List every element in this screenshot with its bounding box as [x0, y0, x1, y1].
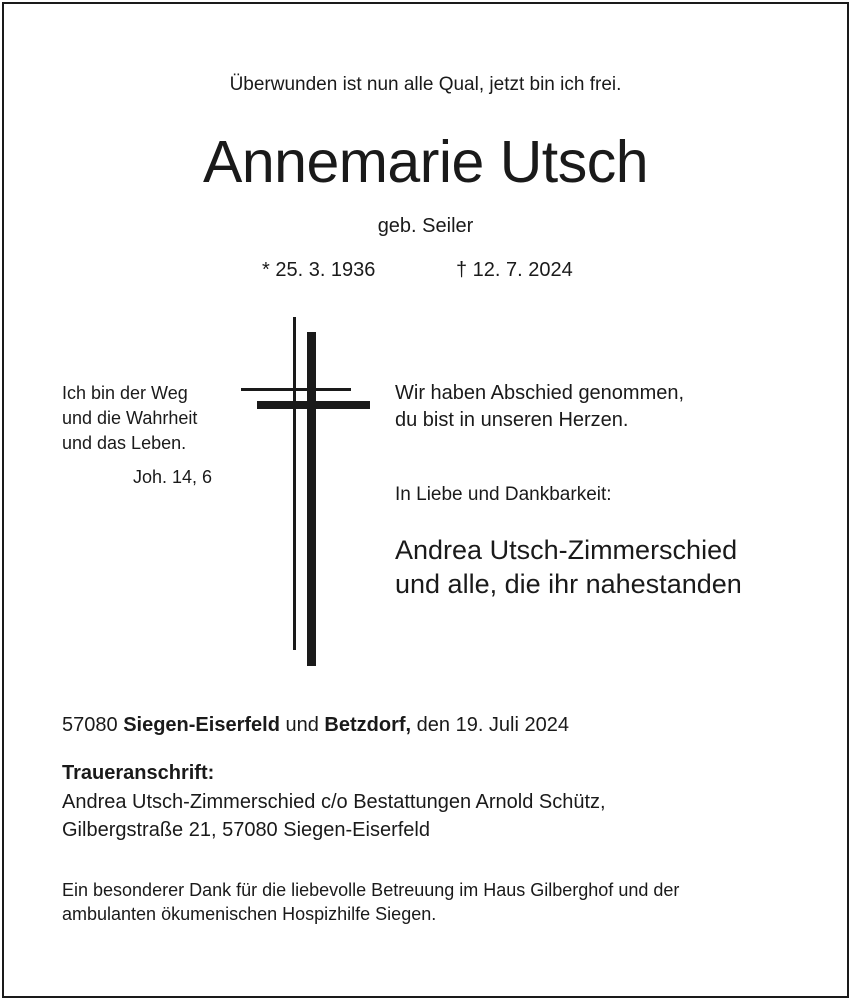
deceased-name: Annemarie Utsch	[202, 129, 649, 195]
farewell-line: du bist in unseren Herzen.	[395, 409, 629, 431]
thanks-line: ambulanten ökumenischen Hospizhilfe Siegen.	[62, 904, 437, 924]
birth-date: * 25. 3. 1936	[262, 259, 376, 281]
address-line: Andrea Utsch-Zimmerschied c/o Bestattungen Arnold Schütz,	[62, 791, 606, 813]
bible-quote	[62, 381, 197, 456]
mourners	[395, 533, 742, 601]
farewell-text	[395, 380, 684, 434]
quote-reference: Joh. 14, 6	[133, 467, 213, 487]
zip-code: 57080	[62, 714, 118, 736]
farewell-line: Wir haben Abschied genommen,	[395, 382, 685, 404]
place-and-date	[62, 714, 569, 737]
thanks-line: Ein besonderer Dank für die liebevolle Betreuung im Haus Gilberghof und der	[62, 880, 680, 900]
mourner-line: und alle, die ihr nahestanden	[395, 569, 742, 599]
quote-line: und das Leben.	[62, 433, 187, 453]
publication-date: den 19. Juli 2024	[416, 714, 569, 736]
quote-line: Ich bin der Weg	[62, 383, 188, 403]
mourning-address	[62, 788, 606, 844]
birth-name: geb. Seiler	[377, 215, 474, 237]
conjunction: und	[285, 714, 319, 736]
thanks-note	[62, 878, 679, 926]
gratitude-text: In Liebe und Dankbarkeit:	[395, 484, 612, 505]
motto: Überwunden ist nun alle Qual, jetzt bin ich frei.	[229, 74, 622, 95]
address-label: Traueranschrift:	[62, 762, 215, 784]
mourner-line: Andrea Utsch-Zimmerschied	[395, 535, 738, 565]
city-secondary: Betzdorf,	[324, 714, 412, 736]
city-primary: Siegen-Eiserfeld	[123, 714, 280, 736]
address-line: Gilbergstraße 21, 57080 Siegen-Eiserfeld	[62, 819, 430, 841]
death-date: † 12. 7. 2024	[456, 259, 573, 281]
quote-line: und die Wahrheit	[62, 408, 198, 428]
